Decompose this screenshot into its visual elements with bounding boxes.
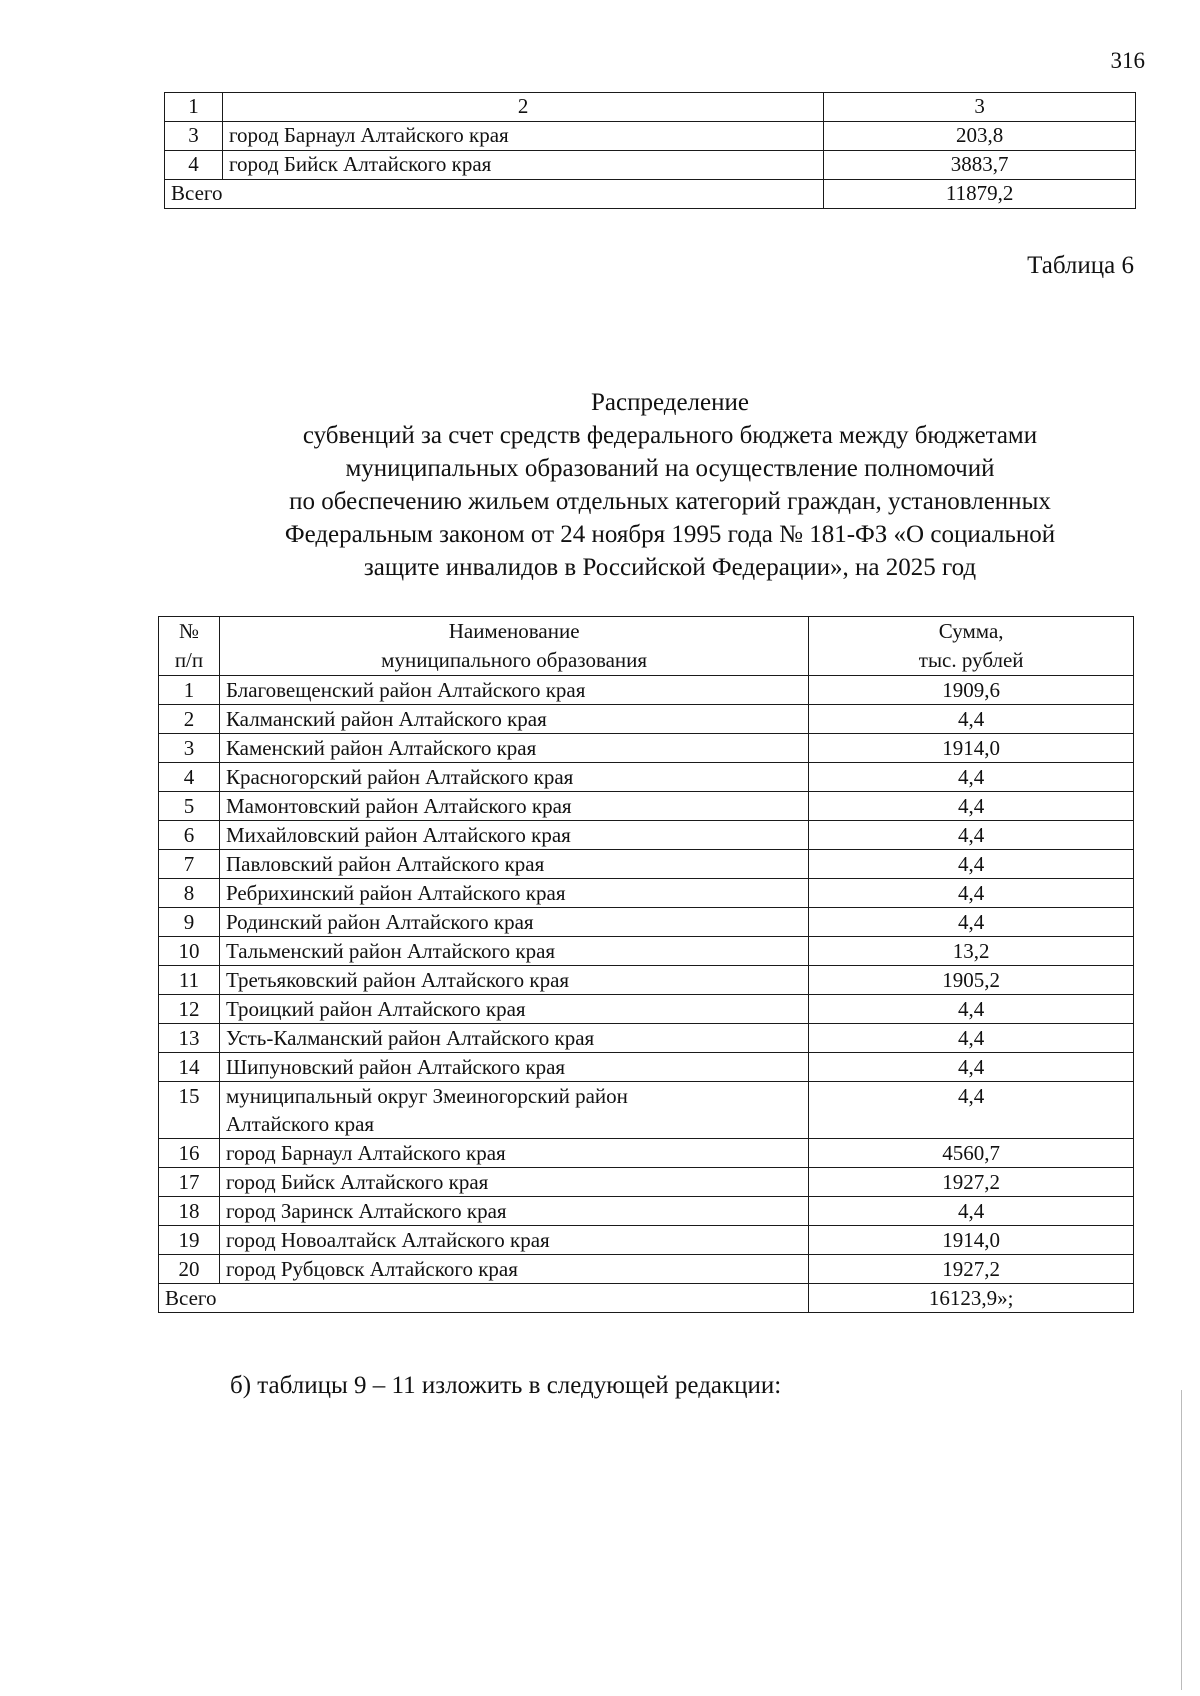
table-row (159, 734, 1134, 763)
row-amount: 4,4 (809, 1053, 1134, 1082)
table-row (159, 792, 1134, 821)
table-row (159, 705, 1134, 734)
closing-text: б) таблицы 9 – 11 изложить в следующей редакции: (230, 1372, 782, 1399)
row-number: 13 (159, 1024, 220, 1053)
row-amount: 1905,2 (809, 966, 1134, 995)
table-body (159, 676, 1134, 1284)
header-name (219, 617, 808, 676)
header-text: № (178, 619, 199, 643)
document-heading (215, 386, 1125, 584)
row-name: Шипуновский район Алтайского края (219, 1053, 808, 1082)
table-row (159, 1082, 1134, 1139)
header-text: п/п (174, 648, 204, 672)
row-name: город Барнаул Алтайского края (219, 1139, 808, 1168)
row-name: Тальменский район Алтайского края (219, 937, 808, 966)
heading-line: защите инвалидов в Российской Федерации», на 2025 год (363, 554, 977, 581)
heading-line: субвенций за счет средств федерального бюджета между бюджетами (302, 422, 1038, 449)
heading-line: Распределение (591, 389, 749, 416)
header-cell: 3 (824, 93, 1136, 122)
row-name: Павловский район Алтайского края (219, 850, 808, 879)
row-number: 14 (159, 1053, 220, 1082)
margin-line (1181, 1390, 1182, 1690)
table-row (159, 1053, 1134, 1082)
row-name: Ребрихинский район Алтайского края (219, 879, 808, 908)
row-name-line: муниципальный округ Змеиногорский район (225, 1084, 628, 1108)
table-header-row (165, 93, 1136, 122)
table-row (159, 1139, 1134, 1168)
heading-line: муниципальных образований на осуществление полномочий (345, 455, 995, 482)
row-number: 6 (159, 821, 220, 850)
row-amount: 4,4 (809, 792, 1134, 821)
row-amount: 4,4 (809, 1082, 1134, 1139)
table-row (159, 763, 1134, 792)
row-name: Родинский район Алтайского края (219, 908, 808, 937)
header-cell: 1 (165, 93, 223, 122)
row-number: 5 (159, 792, 220, 821)
row-number: 4 (159, 763, 220, 792)
row-number: 16 (159, 1139, 220, 1168)
table-row (159, 937, 1134, 966)
heading-line: Федеральным законом от 24 ноября 1995 года № 181-ФЗ «О социальной (284, 521, 1056, 548)
table-row (159, 879, 1134, 908)
row-number: 7 (159, 850, 220, 879)
row-number: 11 (159, 966, 220, 995)
header-text: тыс. рублей (918, 648, 1024, 672)
row-amount: 4560,7 (809, 1139, 1134, 1168)
table-row (159, 995, 1134, 1024)
row-name-line: Алтайского края (225, 1112, 375, 1136)
table-label: Таблица 6 (1027, 252, 1134, 279)
table-row (165, 151, 1136, 180)
row-amount: 3883,7 (824, 151, 1136, 180)
table-row (159, 908, 1134, 937)
row-amount: 4,4 (809, 821, 1134, 850)
header-text: Наименование (448, 619, 580, 643)
header-number (159, 617, 220, 676)
row-amount: 1914,0 (809, 734, 1134, 763)
table-row (159, 1024, 1134, 1053)
table-row (159, 1255, 1134, 1284)
total-amount: 11879,2 (824, 180, 1136, 209)
row-number: 3 (165, 122, 223, 151)
total-label: Всего (165, 180, 824, 209)
table-row (159, 676, 1134, 705)
row-amount: 4,4 (809, 763, 1134, 792)
row-name: город Новоалтайск Алтайского края (219, 1226, 808, 1255)
row-amount: 1909,6 (809, 676, 1134, 705)
row-number: 17 (159, 1168, 220, 1197)
table-row (159, 1197, 1134, 1226)
row-name: город Бийск Алтайского края (219, 1168, 808, 1197)
row-number: 8 (159, 879, 220, 908)
heading-line: по обеспечению жильем отдельных категорий граждан, установленных (289, 488, 1051, 515)
header-cell: 2 (222, 93, 823, 122)
table-row (159, 821, 1134, 850)
row-number: 20 (159, 1255, 220, 1284)
row-name: город Бийск Алтайского края (222, 151, 823, 180)
row-name: Мамонтовский район Алтайского края (219, 792, 808, 821)
row-name: город Рубцовск Алтайского края (219, 1255, 808, 1284)
row-amount: 4,4 (809, 1024, 1134, 1053)
row-amount: 4,4 (809, 995, 1134, 1024)
total-row (159, 1284, 1134, 1313)
row-amount: 13,2 (809, 937, 1134, 966)
row-number: 18 (159, 1197, 220, 1226)
row-name (219, 1082, 808, 1139)
row-number: 1 (159, 676, 220, 705)
total-label: Всего (159, 1284, 809, 1313)
row-amount: 203,8 (824, 122, 1136, 151)
row-name: Красногорский район Алтайского края (219, 763, 808, 792)
row-amount: 1927,2 (809, 1255, 1134, 1284)
table-header-row (159, 617, 1134, 676)
row-amount: 4,4 (809, 850, 1134, 879)
row-number: 3 (159, 734, 220, 763)
row-amount: 4,4 (809, 1197, 1134, 1226)
row-name: город Барнаул Алтайского края (222, 122, 823, 151)
row-name: город Заринск Алтайского края (219, 1197, 808, 1226)
distribution-table (158, 616, 1134, 1313)
total-amount: 16123,9»; (809, 1284, 1134, 1313)
row-name: Калманский район Алтайского края (219, 705, 808, 734)
row-number: 15 (159, 1082, 220, 1139)
row-amount: 1927,2 (809, 1168, 1134, 1197)
row-name: Михайловский район Алтайского края (219, 821, 808, 850)
header-text: муниципального образования (381, 648, 648, 672)
row-amount: 4,4 (809, 705, 1134, 734)
continuation-table (164, 92, 1136, 209)
table-row (159, 1226, 1134, 1255)
header-amount (809, 617, 1134, 676)
page-number: 316 (1110, 48, 1145, 73)
row-name: Благовещенский район Алтайского края (219, 676, 808, 705)
row-number: 12 (159, 995, 220, 1024)
row-name: Троицкий район Алтайского края (219, 995, 808, 1024)
row-amount: 4,4 (809, 908, 1134, 937)
row-number: 2 (159, 705, 220, 734)
row-amount: 1914,0 (809, 1226, 1134, 1255)
header-text: Сумма, (938, 619, 1004, 643)
row-amount: 4,4 (809, 879, 1134, 908)
row-name: Усть-Калманский район Алтайского края (219, 1024, 808, 1053)
row-number: 4 (165, 151, 223, 180)
table-row (159, 850, 1134, 879)
row-name: Третьяковский район Алтайского края (219, 966, 808, 995)
row-number: 9 (159, 908, 220, 937)
total-row (165, 180, 1136, 209)
table-row (165, 122, 1136, 151)
row-name: Каменский район Алтайского края (219, 734, 808, 763)
table-row (159, 966, 1134, 995)
row-number: 10 (159, 937, 220, 966)
table-row (159, 1168, 1134, 1197)
row-number: 19 (159, 1226, 220, 1255)
